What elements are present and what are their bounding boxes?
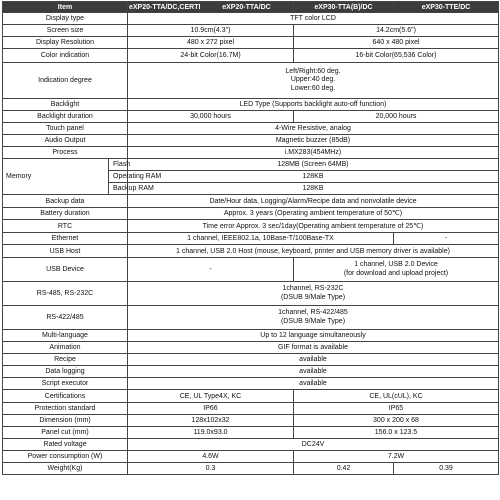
- row-process: [3, 147, 499, 159]
- label-recipe: Recipe: [3, 354, 128, 366]
- label-script-executor: Script executor: [3, 378, 128, 390]
- value-weight-exp30-tte: 0.39: [394, 463, 499, 475]
- row-backlight: [3, 99, 499, 111]
- label-display-resolution: Display Resolution: [3, 37, 128, 49]
- row-multi-language: [3, 330, 499, 342]
- usb-device-line-2: (for download and upload project): [343, 269, 449, 277]
- header-item: Item: [3, 2, 128, 13]
- value-touch-panel: 4-Wire Resistive, analog: [128, 123, 499, 135]
- value-battery-duration: Approx. 3 years (Operating ambient temperature of 50℃): [128, 208, 499, 220]
- label-operating-ram: Operating RAM: [109, 171, 128, 183]
- value-power-exp30: 7.2W: [294, 451, 499, 463]
- label-backup-ram: Backup RAM: [109, 183, 128, 195]
- row-touch-panel: [3, 123, 499, 135]
- row-screen-size: [3, 25, 499, 37]
- label-ethernet: Ethernet: [3, 233, 128, 245]
- value-usb-device-exp20: -: [128, 258, 294, 282]
- value-backlight-duration-exp30: 20,000 hours: [294, 111, 499, 123]
- row-dimension: [3, 415, 499, 427]
- value-usb-device-exp30: [294, 258, 499, 282]
- label-audio-output: Audio Output: [3, 135, 128, 147]
- value-ethernet: 1 channel, IEEE802.1a, 10Base-T/100Base-TX: [128, 233, 394, 245]
- row-display-resolution: [3, 37, 499, 49]
- row-data-logging: [3, 366, 499, 378]
- value-ethernet-exp30-tte: -: [394, 233, 499, 245]
- label-backlight: Backlight: [3, 99, 128, 111]
- rs422-line-2: (DSUB 9/Male Type): [280, 317, 346, 325]
- value-dimension-exp30: 300 x 200 x 68: [294, 415, 499, 427]
- label-rs485-rs232c: RS-485, RS-232C: [3, 282, 128, 306]
- value-protection-exp30: IP65: [294, 403, 499, 415]
- value-resolution-exp30: 640 x 480 pixel: [294, 37, 499, 49]
- row-backlight-duration: [3, 111, 499, 123]
- value-display-type: TFT color LCD: [128, 13, 499, 25]
- row-display-type: [3, 13, 499, 25]
- value-rs422-485: [128, 306, 499, 330]
- row-recipe: [3, 354, 499, 366]
- row-battery-duration: [3, 208, 499, 220]
- row-power-consumption: [3, 451, 499, 463]
- header-model-4: eXP30-TTE/DC: [394, 2, 499, 13]
- label-battery-duration: Battery duration: [3, 208, 128, 220]
- label-certifications: Certifications: [3, 390, 128, 403]
- row-animation: [3, 342, 499, 354]
- value-panel-cut-exp20: 119.0x93.0: [128, 427, 294, 439]
- label-panel-cut: Panel cut (mm): [3, 427, 128, 439]
- label-screen-size: Screen size: [3, 25, 128, 37]
- label-color-indication: Color indication: [3, 49, 128, 63]
- indication-lower: Lower:60 deg.: [290, 84, 336, 92]
- value-certifications-exp20: CE, UL Type4X, KC: [128, 390, 294, 403]
- label-protection-standard: Protection standard: [3, 403, 128, 415]
- value-multi-language: Up to 12 language simultaneously: [128, 330, 499, 342]
- value-backup-ram: 128KB: [128, 183, 499, 195]
- value-flash: 128MB (Screen 64MB): [128, 159, 499, 171]
- value-certifications-exp30: CE, UL(cUL), KC: [294, 390, 499, 403]
- value-color-exp30: 16-bit Color(65,536 Color): [294, 49, 499, 63]
- row-weight: [3, 463, 499, 475]
- value-rtc: Time error Approx. 3 sec/1day(Operating ambient temperature of 25℃): [128, 220, 499, 233]
- value-backlight-duration-exp20: 30,000 hours: [128, 111, 294, 123]
- value-rs485-rs232c: [128, 282, 499, 306]
- row-rtc: [3, 220, 499, 233]
- row-usb-host: [3, 245, 499, 258]
- usb-device-line-1: 1 channel, USB 2.0 Device: [354, 261, 438, 269]
- label-multi-language: Multi-language: [3, 330, 128, 342]
- row-backup-data: [3, 195, 499, 208]
- row-audio-output: [3, 135, 499, 147]
- value-screen-size-exp30: 14.2cm(5.6"): [294, 25, 499, 37]
- value-screen-size-exp20: 10.9cm(4.3"): [128, 25, 294, 37]
- label-weight: Weight(Kg): [3, 463, 128, 475]
- row-certifications: [3, 390, 499, 403]
- value-operating-ram: 128KB: [128, 171, 499, 183]
- label-display-type: Display type: [3, 13, 128, 25]
- indication-upper: Upper:40 deg.: [290, 76, 336, 84]
- row-usb-device: [3, 258, 499, 282]
- value-weight-exp30-tta: 0.42: [294, 463, 394, 475]
- header-model-2: eXP20-TTA/DC: [200, 2, 294, 13]
- value-animation: GIF format is available: [128, 342, 499, 354]
- row-color-indication: [3, 49, 499, 63]
- value-power-exp20: 4.6W: [128, 451, 294, 463]
- row-memory-flash: [3, 159, 499, 171]
- label-data-logging: Data logging: [3, 366, 128, 378]
- value-audio-output: Magnetic buzzer (85dB): [128, 135, 499, 147]
- flash-label-text: Flash: [113, 161, 131, 168]
- value-weight-exp20: 0.3: [128, 463, 294, 475]
- label-dimension: Dimension (mm): [3, 415, 128, 427]
- row-rated-voltage: [3, 439, 499, 451]
- memory-label-text: Memory: [6, 173, 32, 180]
- value-dimension-exp20: 128x102x32: [128, 415, 294, 427]
- indication-left-right: Left/Right:60 deg.: [285, 68, 341, 76]
- rs232c-line-2: (DSUB 9/Male Type): [280, 293, 346, 301]
- label-power-consumption: Power consumption (W): [3, 451, 128, 463]
- label-backup-data: Backup data: [3, 195, 128, 208]
- value-usb-host: 1 channel, USB 2.0 Host (mouse, keyboard, printer and USB memory driver is available): [128, 245, 499, 258]
- value-indication-degree: [128, 63, 499, 99]
- value-process: i.MX283(454MHz): [128, 147, 499, 159]
- label-memory: [3, 159, 109, 195]
- value-protection-exp20: IP66: [128, 403, 294, 415]
- header-row: [3, 2, 499, 13]
- label-rated-voltage: Rated voltage: [3, 439, 128, 451]
- value-panel-cut-exp30: 156.0 x 123.5: [294, 427, 499, 439]
- label-flash: [109, 159, 131, 171]
- value-resolution-exp20: 480 x 272 pixel: [128, 37, 294, 49]
- value-rated-voltage: DC24V: [128, 439, 499, 451]
- value-script-executor: available: [128, 378, 499, 390]
- header-model-1: eXP20-TTA/DC,CERTI: [129, 3, 201, 11]
- row-script-executor: [3, 378, 499, 390]
- label-process: Process: [3, 147, 128, 159]
- label-usb-device: USB Device: [3, 258, 128, 282]
- value-recipe: available: [128, 354, 499, 366]
- value-backlight: LED Type (Supports backlight auto-off function): [128, 99, 499, 111]
- row-rs485-rs232c: [3, 282, 499, 306]
- value-data-logging: available: [128, 366, 499, 378]
- row-indication-degree: [3, 63, 499, 99]
- label-rtc: RTC: [3, 220, 128, 233]
- label-backlight-duration: Backlight duration: [3, 111, 128, 123]
- value-color-exp20: 24-bit Color(16.7M): [128, 49, 294, 63]
- row-ethernet: [3, 233, 499, 245]
- label-usb-host: USB Host: [3, 245, 128, 258]
- label-animation: Animation: [3, 342, 128, 354]
- row-rs422-485: [3, 306, 499, 330]
- label-rs422-485: RS-422/485: [3, 306, 128, 330]
- rs422-line-1: 1channel, RS-422/485: [278, 309, 348, 317]
- spec-table: [2, 1, 499, 475]
- header-model-3: eXP30-TTA(B)/DC: [294, 2, 394, 13]
- row-protection-standard: [3, 403, 499, 415]
- label-indication-degree: Indication degree: [3, 63, 128, 99]
- label-touch-panel: Touch panel: [3, 123, 128, 135]
- rs232c-line-1: 1channel, RS-232C: [282, 285, 344, 293]
- row-panel-cut: [3, 427, 499, 439]
- value-backup-data: Date/Hour data, Logging/Alarm/Recipe data and nonvolatile device: [128, 195, 499, 208]
